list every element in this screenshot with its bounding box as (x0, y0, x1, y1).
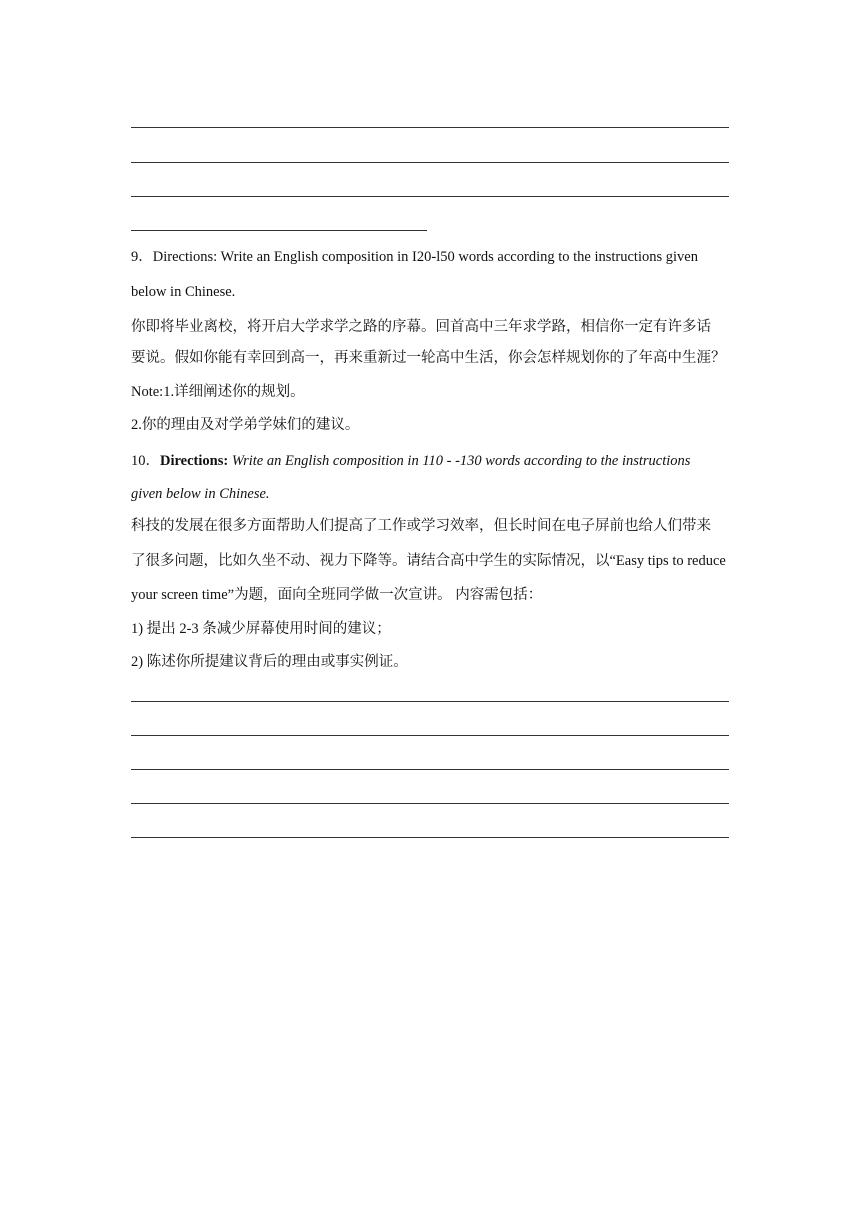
answer-line (131, 162, 729, 163)
q9-directions-line (131, 247, 698, 267)
q10-number: 10． (131, 453, 160, 469)
answer-line (131, 735, 729, 736)
q10-chinese-line2: 了很多问题，比如久坐不动、视力下降等。请结合高中学生的实际情况，以“Easy tips to reduce (131, 553, 726, 569)
q9-directions-text: Directions: Write an English composition in I20-l50 words according to the instructions given (152, 249, 698, 265)
q10-chinese-line1: 科技的发展在很多方面帮助人们提高了工作或学习效率，但长时间在电子屏前也给人们带来 (131, 518, 711, 534)
q9-number: 9． (131, 249, 153, 265)
answer-line (131, 701, 729, 702)
answer-line (131, 837, 729, 838)
q9-chinese-line1: 你即将毕业离校，将开启大学求学之路的序幕。回首高中三年求学路，相信你一定有许多话 (131, 319, 711, 335)
q10-item2: 2) 陈述你所提建议背后的理由或事实例证。 (131, 654, 408, 670)
q10-directions-text: Write an English composition in 110 - -130 words according to the instructions (228, 453, 691, 469)
q10-directions-label: Directions: (160, 453, 229, 469)
answer-line (131, 230, 427, 231)
answer-line (131, 803, 729, 804)
q9-note1: Note:1.详细阐述你的规划。 (131, 384, 305, 400)
answer-line (131, 127, 729, 128)
q9-chinese-line2: 要说。假如你能有幸回到高一，再来重新过一轮高中生活，你会怎样规划你的了年高中生涯？ (131, 350, 726, 366)
q10-chinese-line3: your screen time”为题，面向全班同学做一次宣讲。 内容需包括： (131, 587, 543, 603)
q10-item1: 1) 提出 2-3 条减少屏幕使用时间的建议； (131, 621, 391, 637)
answer-line (131, 196, 729, 197)
q10-directions-line2: given below in Chinese. (131, 486, 270, 502)
answer-line (131, 769, 729, 770)
q9-directions-line2: below in Chinese. (131, 284, 236, 300)
q10-directions-line (131, 451, 690, 471)
q9-note2: 2.你的理由及对学弟学妹们的建议。 (131, 417, 360, 433)
